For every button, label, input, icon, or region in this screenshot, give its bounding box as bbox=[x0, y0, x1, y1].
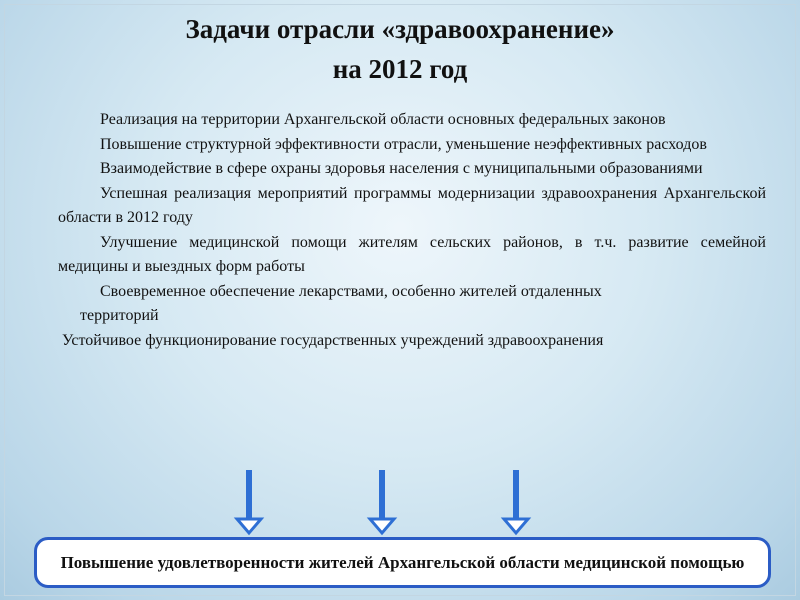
task-item: Реализация на территории Архангельской области основных федеральных законов bbox=[100, 111, 666, 128]
slide-subtitle: на 2012 год bbox=[332, 54, 468, 84]
task-list bbox=[58, 108, 766, 353]
task-item-continuation: территорий bbox=[80, 307, 159, 324]
result-text: Повышение удовлетворенности жителей Архангельской области медицинской помощью bbox=[60, 552, 745, 572]
down-arrow-icon bbox=[504, 470, 528, 533]
task-item: Повышение структурной эффективности отрасли, уменьшение неэффективных расходов bbox=[100, 135, 707, 153]
arrow-group bbox=[0, 468, 800, 538]
down-arrow-icon bbox=[370, 470, 394, 533]
task-item: Улучшение медицинской помощи жителям сельских районов, в т.ч. развитие семейной медицины и выездных форм работы bbox=[58, 233, 766, 275]
slide-title: Задачи отрасли «здравоохранение» bbox=[185, 14, 615, 44]
task-item: Устойчивое функционирование государственных учреждений здравоохранения bbox=[62, 331, 604, 349]
task-item: Успешная реализация мероприятий программы модернизации здравоохранения Архангельской области в 2012 году bbox=[58, 184, 766, 226]
task-item: Взаимодействие в сфере охраны здоровья населения с муниципальными образованиями bbox=[100, 160, 703, 177]
down-arrow-icon bbox=[237, 470, 261, 533]
result-box bbox=[34, 537, 771, 588]
task-item: Своевременное обеспечение лекарствами, особенно жителей отдаленных bbox=[100, 282, 602, 300]
